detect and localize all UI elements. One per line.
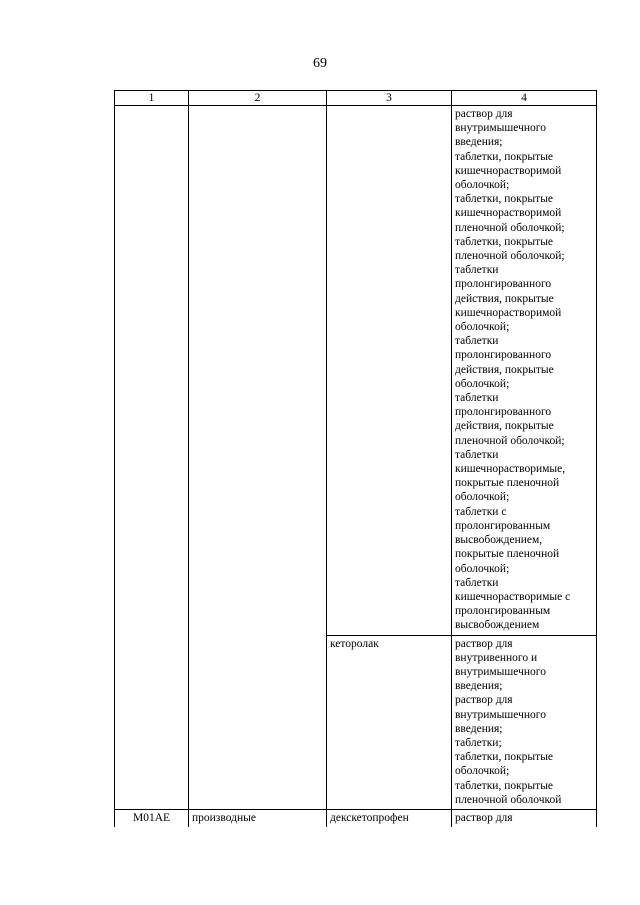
- dosage-forms-cell: раствор для внутримышечного введения; таблетки, покрытые кишечнорастворимой оболочкой; таблетки, покрытые кишечнорастворимой пленочной оболочкой; таблетки, покрытые пленочной оболочкой; таблетки пролонгированного действия, покрытые кишечнорастворимой оболочкой; таблетки пролонгированного действия, покрытые оболочкой; таблетки пролонгированного действия, покрытые пленочной оболочкой; таблетки кишечнорастворимые, покрытые пленочной оболочкой; таблетки с пролонгированным высвобождением, покрытые пленочной оболочкой; таблетки кишечнорастворимые с пролонгированным высвобождением: [452, 106, 597, 636]
- dosage-forms-cell: раствор для внутривенного и внутримышечного введения; раствор для внутримышечного введения; таблетки; таблетки, покрытые оболочкой; таблетки, покрытые пленочной оболочкой: [452, 635, 597, 809]
- group-cell: [189, 106, 327, 810]
- drug-name-cell: декскетопрофен: [327, 809, 452, 827]
- table-row: [115, 106, 597, 636]
- column-header: 2: [189, 91, 327, 106]
- table-header-row: [115, 91, 597, 106]
- atc-code-cell: [115, 106, 189, 810]
- column-header: 4: [452, 91, 597, 106]
- page-number: 69: [313, 56, 327, 71]
- column-header: 1: [115, 91, 189, 106]
- table-row: [115, 809, 597, 827]
- drug-table: [114, 90, 597, 827]
- column-header: 3: [327, 91, 452, 106]
- dosage-forms-cell: раствор для: [452, 809, 597, 827]
- group-cell: производные: [189, 809, 327, 827]
- drug-name-cell: [327, 106, 452, 636]
- atc-code-cell: M01AE: [115, 809, 189, 827]
- drug-name-cell: кеторолак: [327, 635, 452, 809]
